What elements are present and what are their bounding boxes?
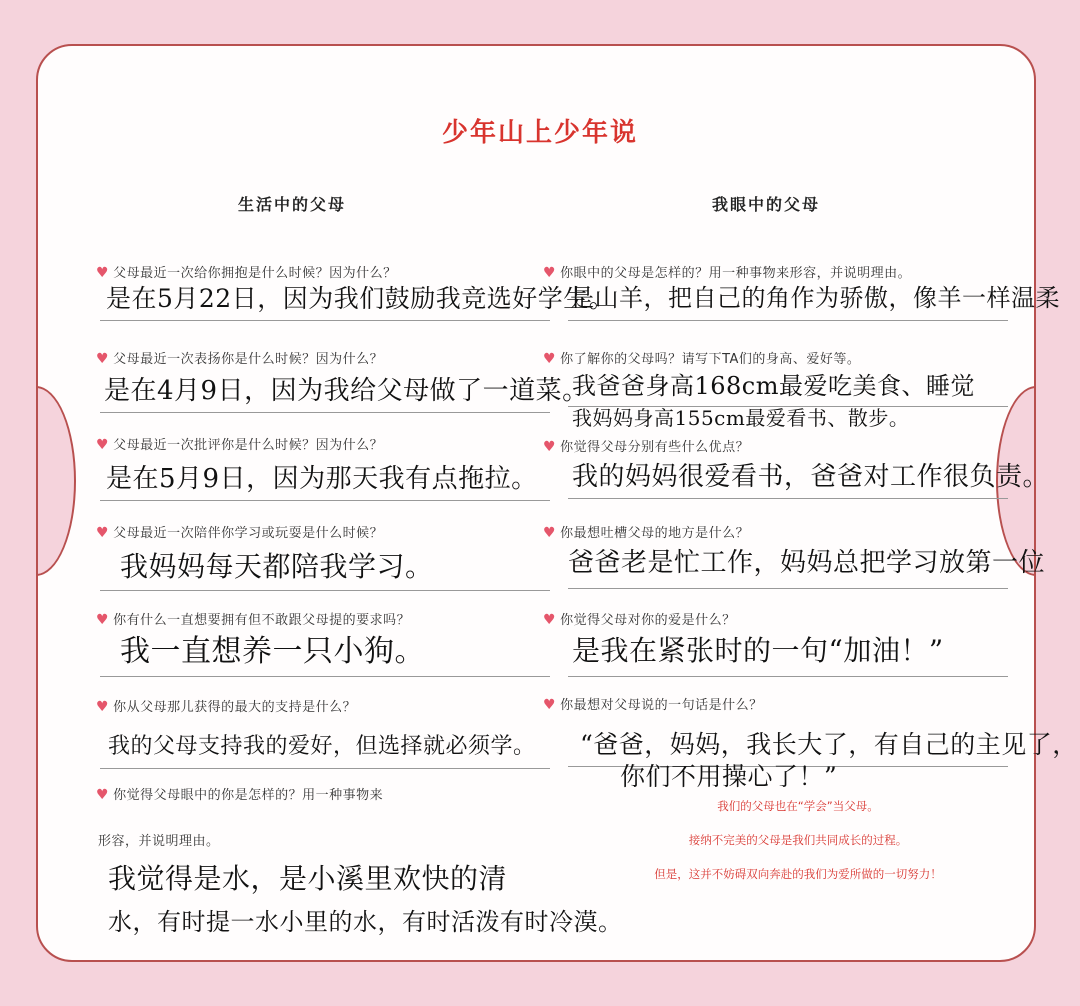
answer-merits: 我的妈妈很爱看书，爸爸对工作很负责。 [572,462,1050,492]
answer-message: “爸爸，妈妈，我长大了，有自己的主见了， [580,730,1078,759]
answer-praise: 是在4月9日，因为我给父母做了一道菜。 [104,376,589,406]
heart-icon: ♥ [543,351,557,367]
question-perception: ♥ 你觉得父母眼中的你是怎样的？用一种事物来 [96,787,384,803]
heart-icon: ♥ [543,697,557,713]
answer-mother-info: 我妈妈身高155cm最爱看书、散步。 [572,406,910,430]
question-complaint: ♥ 你最想吐槽父母的地方是什么？ [543,525,750,541]
heart-icon: ♥ [96,351,110,367]
answer-perception-cont: 水，有时提一水小里的水，有时活泼有时冷漠。 [108,908,623,936]
heart-icon: ♥ [96,437,110,453]
answer-company: 我妈妈每天都陪我学习。 [120,550,434,583]
left-column-heading: 生活中的父母 [238,195,347,214]
question-message: ♥ 你最想对父母说的一句话是什么？ [543,697,763,713]
right-column-heading: 我眼中的父母 [712,195,821,214]
footer-note-1: 我们的父母也在“学会”当父母。 [717,799,879,813]
question-love: ♥ 你觉得父母对你的爱是什么？ [543,612,736,628]
answer-support: 我的父母支持我的爱好，但选择就必须学。 [108,734,536,759]
heart-icon: ♥ [543,612,557,628]
question-criticism: ♥ 父母最近一次批评你是什么时候？因为什么？ [96,437,384,453]
heart-icon: ♥ [543,525,557,541]
answer-father-info: 我爸爸身高168cm最爱吃美食、睡觉 [572,372,976,400]
answer-message-cont: 你们不用操心了！” [620,762,838,791]
heart-icon: ♥ [543,265,557,281]
answer-parents-like: 是山羊，把自己的角作为骄傲，像羊一样温柔 [570,284,1060,312]
answer-love: 是我在紧张时的一句“加油！” [572,634,944,667]
answer-line [568,498,1008,499]
answer-line [100,320,550,321]
paper-card [36,44,1036,962]
question-perception-cont: 形容，并说明理由。 [98,834,220,849]
question-merits: ♥ 你觉得父母分别有些什么优点？ [543,439,750,455]
question-request: ♥ 你有什么一直想要拥有但不敢跟父母提的要求吗？ [96,612,411,628]
heart-icon: ♥ [96,525,110,541]
answer-criticism: 是在5月9日，因为那天我有点拖拉。 [106,464,538,494]
footer-note-3: 但是，这并不妨碍双向奔赴的我们为爱所做的一切努力！ [654,867,942,881]
heart-icon: ♥ [96,787,110,803]
page-title: 少年山上少年说 [441,118,638,148]
answer-complaint: 爸爸老是忙工作，妈妈总把学习放第一位 [568,548,1046,578]
card-notch-left [0,386,76,576]
question-praise: ♥ 父母最近一次表扬你是什么时候？因为什么？ [96,351,384,367]
answer-line [100,676,550,677]
heart-icon: ♥ [96,265,110,281]
answer-line [568,320,1008,321]
heart-icon: ♥ [96,612,110,628]
question-support: ♥ 你从父母那儿获得的最大的支持是什么？ [96,699,357,715]
answer-line [100,500,550,501]
answer-line [100,768,550,769]
question-know-parents: ♥ 你了解你的父母吗？请写下TA们的身高、爱好等。 [543,351,861,367]
answer-line [568,676,1008,677]
answer-request: 我一直想养一只小狗。 [120,634,425,669]
answer-perception: 我觉得是水，是小溪里欢快的清 [108,862,508,895]
answer-hug: 是在5月22日，因为我们鼓励我竞选好学生。 [106,284,615,313]
heart-icon: ♥ [96,699,110,715]
question-hug: ♥ 父母最近一次给你拥抱是什么时候？因为什么？ [96,265,397,281]
heart-icon: ♥ [543,439,557,455]
question-company: ♥ 父母最近一次陪伴你学习或玩耍是什么时候？ [96,525,384,541]
answer-line [568,588,1008,589]
footer-note-2: 接纳不完美的父母是我们共同成长的过程。 [688,833,908,847]
question-parents-like: ♥ 你眼中的父母是怎样的？用一种事物来形容，并说明理由。 [543,265,912,281]
answer-line [100,590,550,591]
answer-line [100,412,550,413]
